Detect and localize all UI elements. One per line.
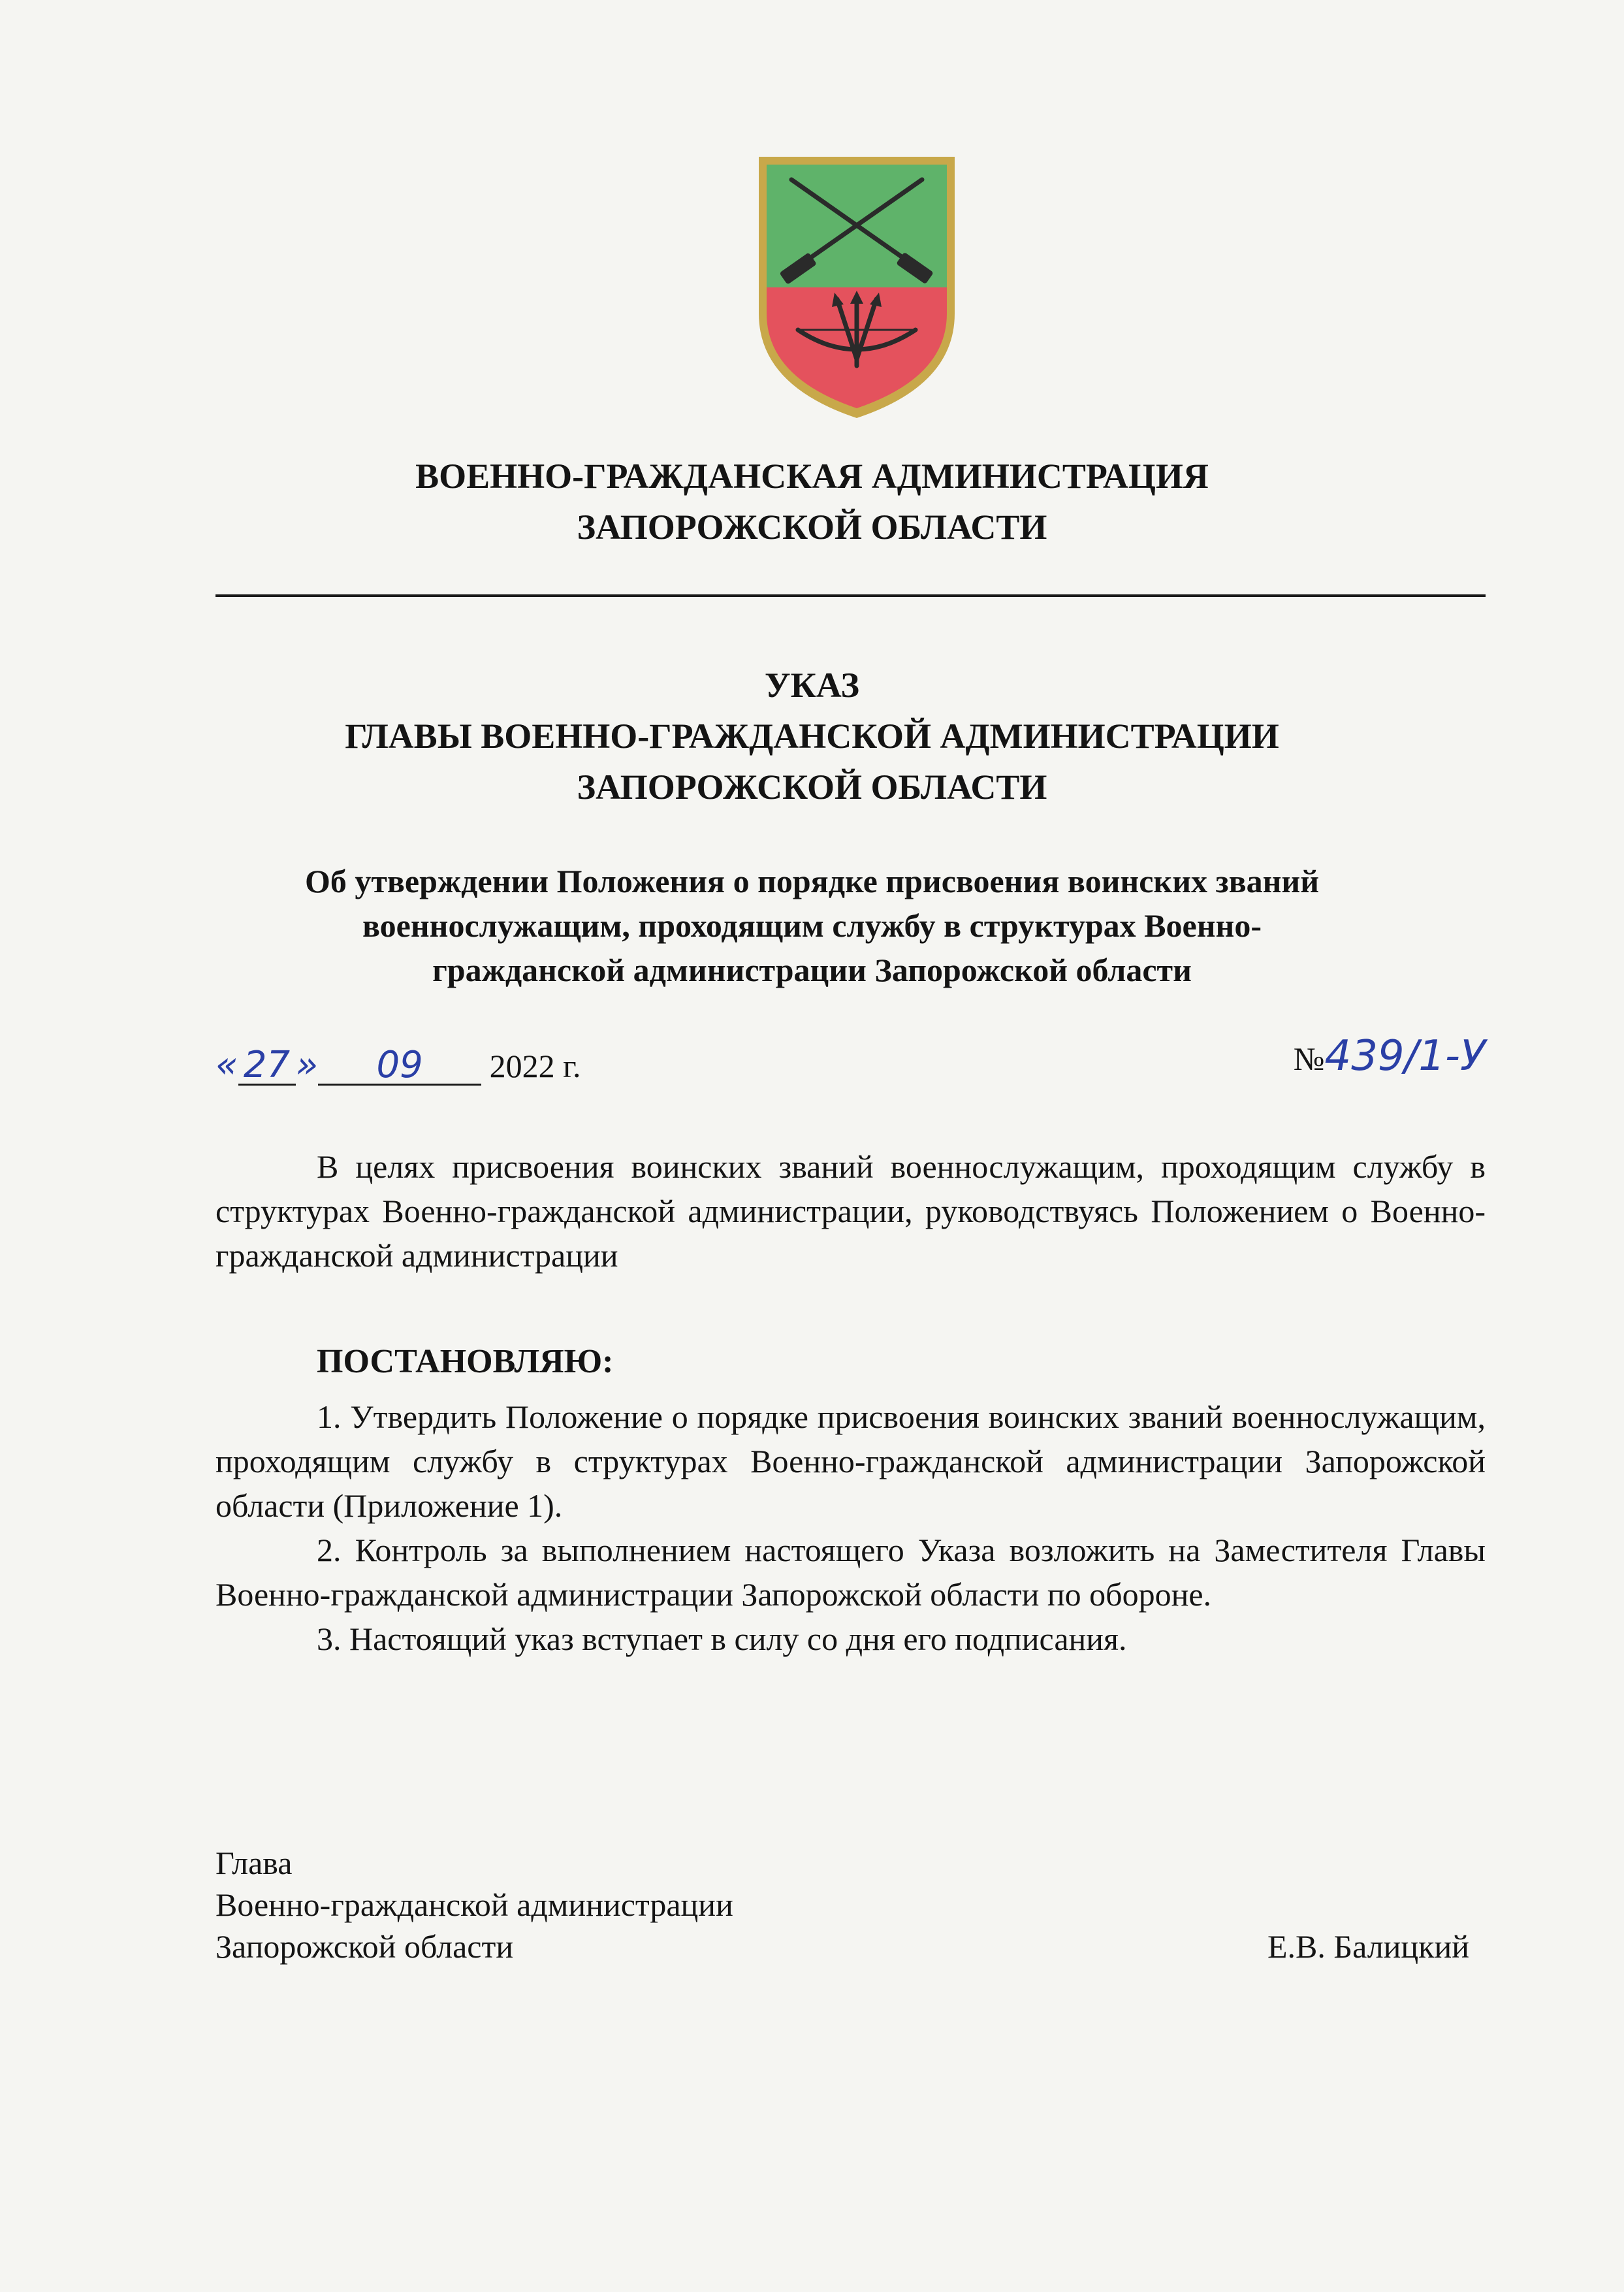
date-number-line (215, 1032, 1486, 1091)
subject-line: Об утверждении Положения о порядке присвоения воинских званий (304, 863, 1320, 899)
list-item: 1. Утвердить Положение о порядке присвоения воинских званий военнослужащим, проходящим службу в структурах Военно-гражданской администрации Запорожской области (Приложение 1). (215, 1398, 1486, 1524)
date-day: 27 (238, 1047, 296, 1086)
decree-issuer: ГЛАВЫ ВОЕННО-ГРАЖДАНСКОЙ АДМИНИСТРАЦИИ (345, 717, 1279, 756)
header-divider (215, 594, 1486, 597)
list-item: 3. Настоящий указ вступает в силу со дня его подписания. (317, 1621, 1127, 1657)
decree-date (215, 1044, 581, 1086)
list-item: 2. Контроль за выполнением настоящего Указа возложить на Заместителя Главы Военно-гражданской администрации Запорожской области по обороне. (215, 1532, 1486, 1613)
signature-block (215, 1842, 1486, 1967)
date-quote-close: » (295, 1044, 319, 1086)
number-label: № (1293, 1041, 1325, 1077)
preamble (215, 1144, 1486, 1278)
organization-header (0, 451, 1624, 553)
date-month: 09 (318, 1047, 481, 1086)
preamble-text: В целях присвоения воинских званий военнослужащим, проходящим службу в структурах Военно-гражданской администрации, руководствуясь Положением о Военно-гражданской администрации (215, 1148, 1486, 1274)
signatory-name: Е.В. Балицкий (1267, 1928, 1469, 1965)
date-year: 2022 г. (489, 1048, 581, 1084)
resolve-heading: ПОСТАНОВЛЯЮ: (317, 1343, 614, 1380)
subject-line: гражданской администрации Запорожской области (432, 952, 1192, 988)
subject-line: военнослужащим, проходящим службу в структурах Военно- (362, 907, 1262, 944)
number-handwritten: 439/1-У (1324, 1032, 1486, 1080)
decree-number (1294, 1032, 1486, 1080)
coat-of-arms-emblem (752, 150, 961, 425)
decree-subject (0, 859, 1624, 992)
signatory-position: Глава (215, 1845, 293, 1881)
decree-type: УКАЗ (765, 666, 859, 705)
decree-issuer-region: ЗАПОРОЖСКОЙ ОБЛАСТИ (577, 767, 1047, 807)
signatory-position: Запорожской области (215, 1928, 514, 1965)
decree-items (215, 1395, 1486, 1661)
organization-region: ЗАПОРОЖСКОЙ ОБЛАСТИ (577, 508, 1047, 547)
organization-name: ВОЕННО-ГРАЖДАНСКАЯ АДМИНИСТРАЦИЯ (415, 457, 1209, 496)
signatory-position: Военно-гражданской администрации (215, 1886, 733, 1923)
date-quote-open: « (215, 1044, 238, 1086)
decree-title (0, 660, 1624, 813)
